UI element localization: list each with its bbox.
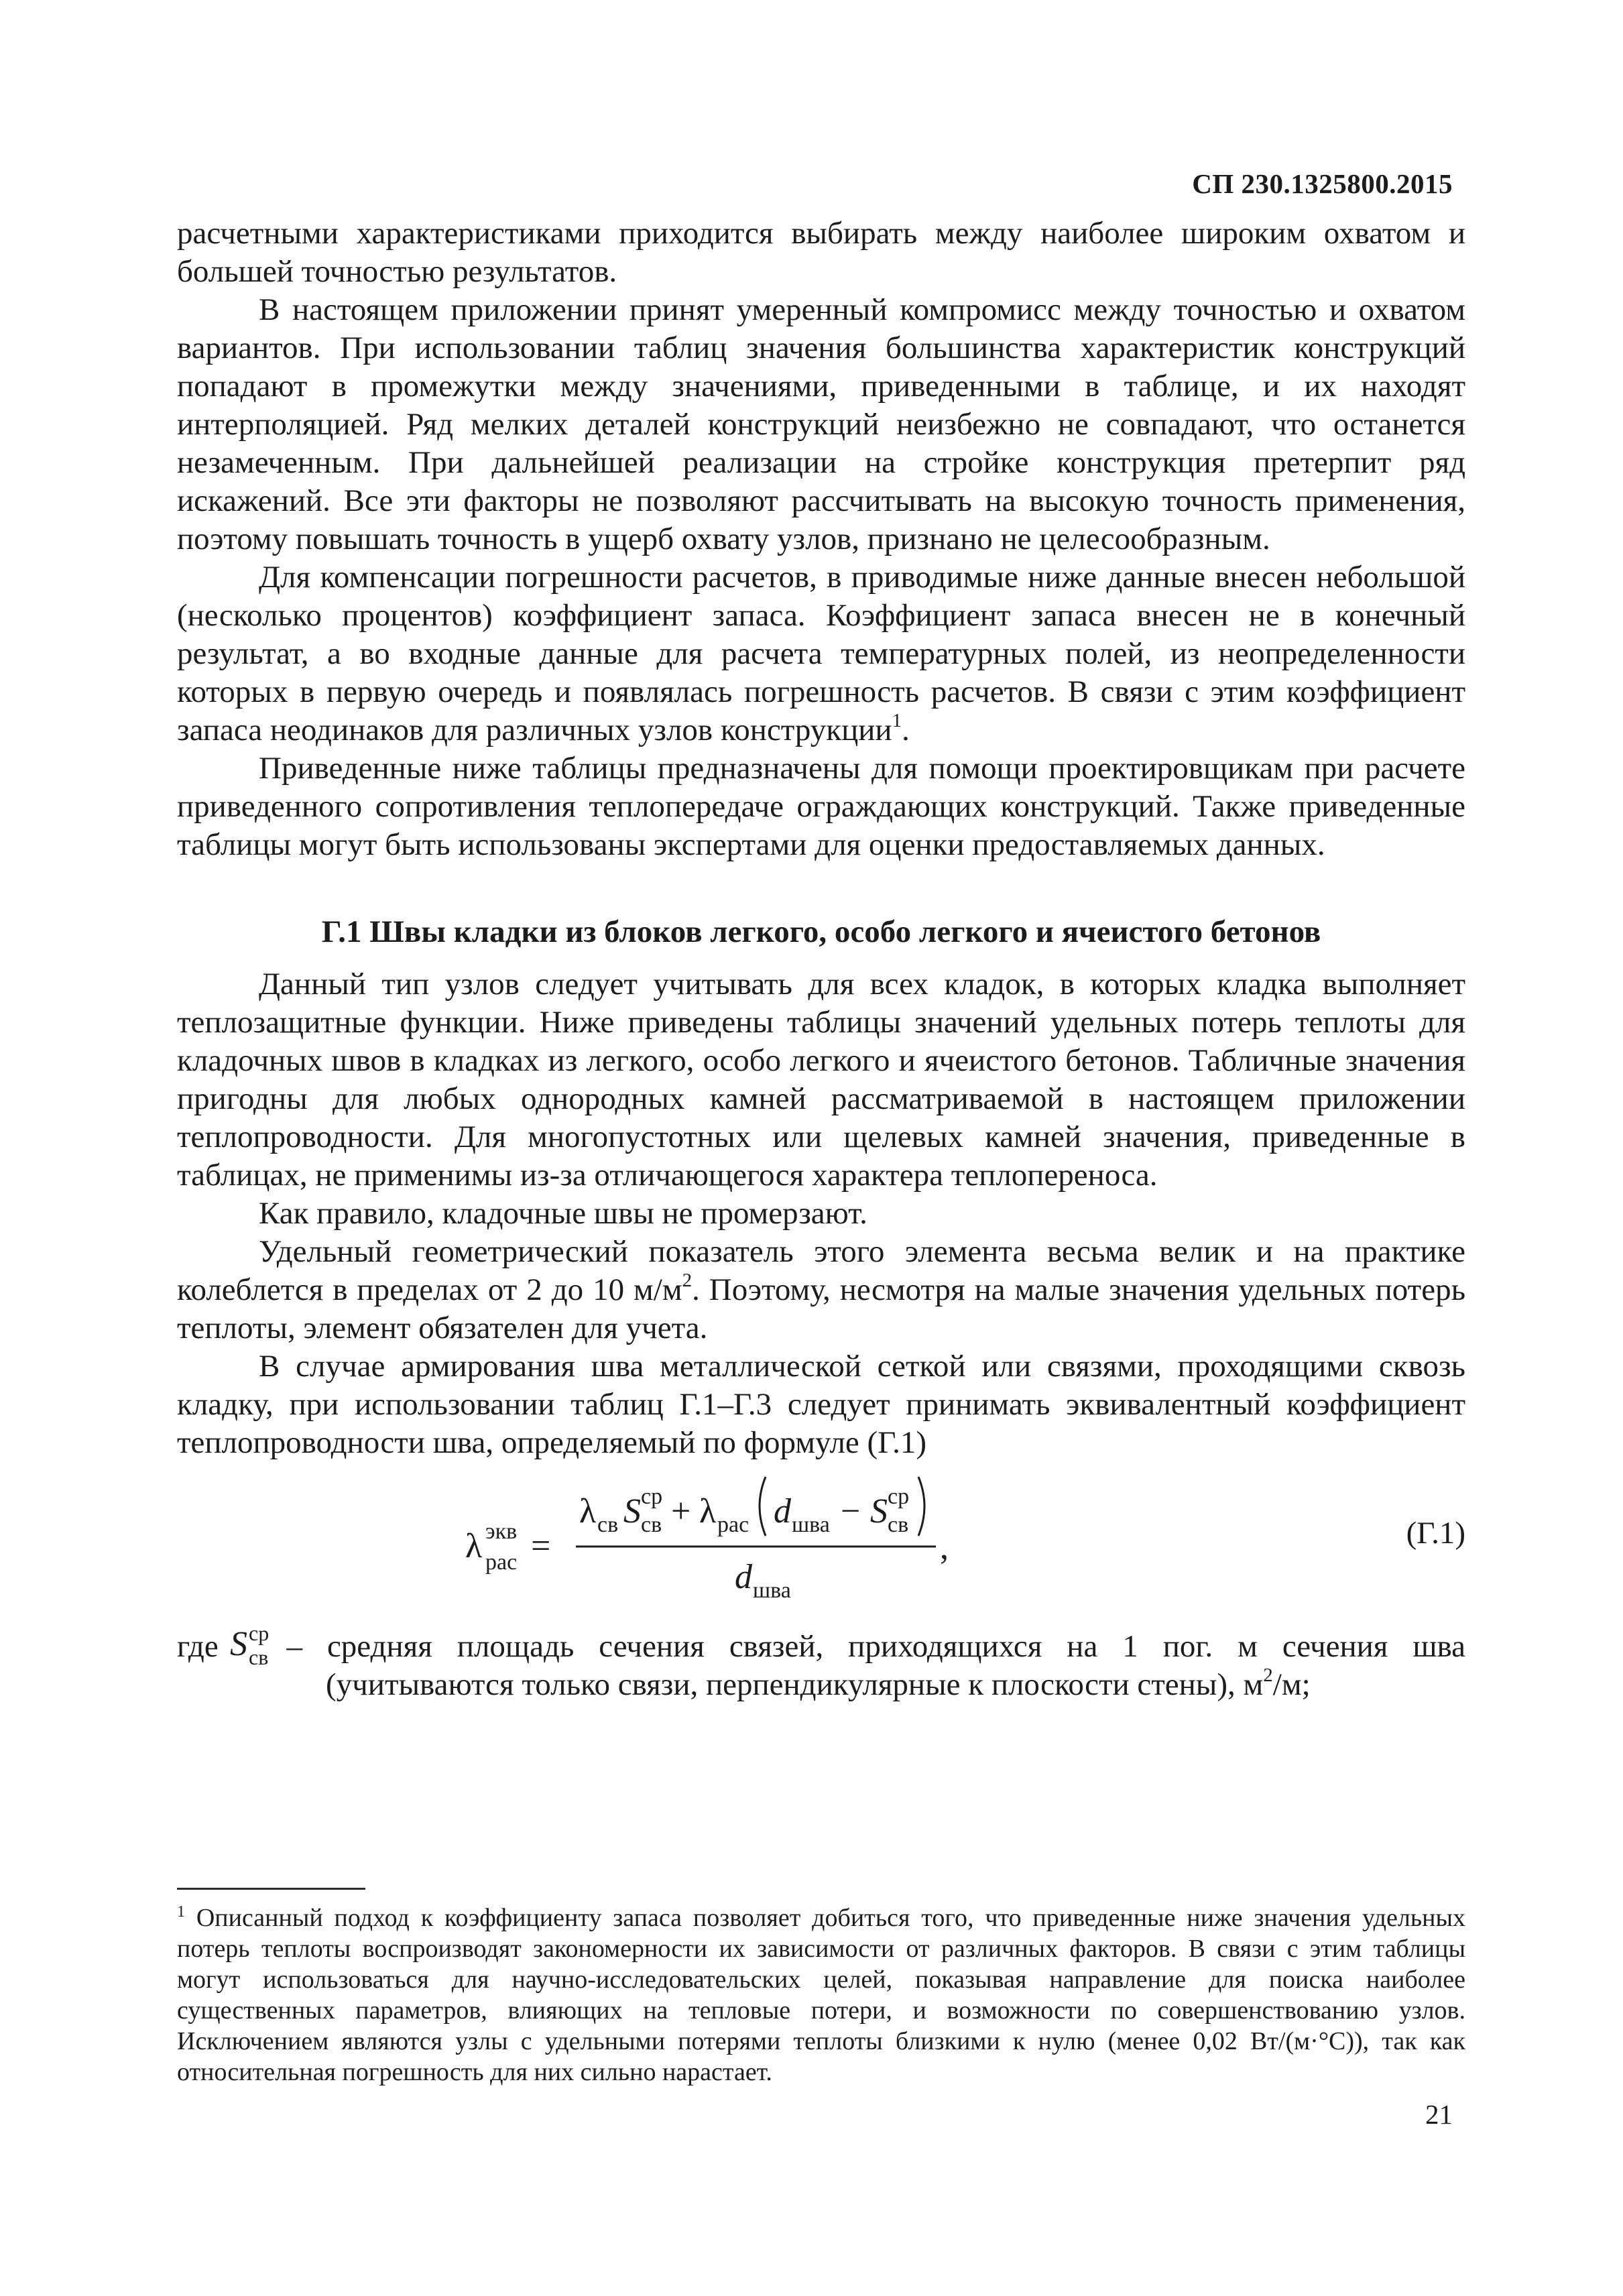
s-symbol: S bbox=[623, 1492, 641, 1530]
where-word: где bbox=[177, 1629, 219, 1664]
document-code-header: СП 230.1325800.2015 bbox=[1192, 168, 1453, 199]
subscript-sv: св bbox=[641, 1512, 662, 1537]
where-definition-unit: /м; bbox=[1272, 1667, 1311, 1702]
formula-comma: , bbox=[940, 1528, 949, 1567]
period: . bbox=[902, 713, 910, 747]
formula-number: (Г.1) bbox=[1406, 1516, 1465, 1551]
superscript: 2 bbox=[1263, 1665, 1273, 1686]
subscript-ras: рас bbox=[717, 1512, 749, 1537]
paragraph-geometric-index bbox=[177, 1233, 1465, 1347]
right-paren bbox=[918, 1477, 924, 1536]
footnote-marker: 1 bbox=[177, 1903, 185, 1921]
subscript-shva: шва bbox=[753, 1578, 791, 1603]
paragraph-safety-factor-text: Для компенсации погрешности расчетов, в приводимые ниже данные внесен небольшой (несколько процентов) коэффициент запаса. Коэффициент запаса внесен не в конечный результат, а во входные данные для расчета температурных полей, из неопределенности которых в первую очередь и появлялась погрешность расчетов. В связи с этим коэффициент запаса неодинаков для различных узлов конструкции bbox=[177, 560, 1465, 747]
formula-g1 bbox=[177, 1471, 1465, 1612]
subscript-sv: св bbox=[597, 1512, 619, 1537]
lambda-symbol: λ bbox=[579, 1492, 597, 1530]
equals-sign: = bbox=[531, 1527, 551, 1565]
left-paren bbox=[760, 1477, 766, 1536]
page-number: 21 bbox=[1425, 2099, 1453, 2130]
formula-expression bbox=[465, 1471, 1136, 1612]
minus-sign: − bbox=[841, 1492, 861, 1530]
where-lead bbox=[177, 1626, 280, 1666]
footnote-separator bbox=[177, 1888, 365, 1890]
section-heading: Г.1 Швы кладки из блоков легкого, особо легкого и ячеистого бетонов bbox=[321, 914, 1321, 949]
main-text bbox=[177, 215, 1465, 1704]
paragraph-node-type: Данный тип узлов следует учитывать для всех кладок, в которых кладка выполняет теплозащитные функции. Ниже приведены таблицы значений удельных потерь теплоты для кладочных швов в кладках из легкого, особо легкого и ячеистого бетонов. Табличные значения пригодны для любых однородных камней рассматриваемой в настоящем приложении теплопроводности. Для многопустотных или щелевых камней значения, приведенные в таблицах, не применимы из-за отличающегося характера теплопереноса. bbox=[177, 967, 1465, 1193]
where-definition: – средняя площадь сечения связей, приходящихся на 1 пог. м сечения шва bbox=[286, 1629, 1465, 1664]
paragraph-reinforcement: В случае армирования шва металлической сеткой или связями, проходящими сквозь кладку, при использовании таблиц Г.1–Г.3 следует принимать эквивалентный коэффициент теплопроводности шва, определяемый по формуле (Г.1) bbox=[177, 1349, 1465, 1460]
superscript-ekv: экв bbox=[485, 1519, 518, 1544]
where-row-1 bbox=[177, 1626, 1465, 1666]
paragraph-no-freezing: Как правило, кладочные швы не промерзают. bbox=[259, 1196, 867, 1231]
d-symbol: d bbox=[735, 1558, 752, 1596]
subscript-shva: шва bbox=[792, 1512, 830, 1537]
lambda-symbol: λ bbox=[465, 1527, 483, 1565]
superscript-sr: ср bbox=[249, 1626, 269, 1645]
lambda-symbol: λ bbox=[699, 1492, 717, 1530]
paragraph-continuation: расчетными характеристиками приходится выбирать между наиболее широким охватом и большей точностью результатов. bbox=[177, 216, 1465, 289]
superscript-sr: ср bbox=[641, 1484, 663, 1509]
where-row-2 bbox=[177, 1666, 1465, 1704]
plus-sign: + bbox=[671, 1492, 691, 1530]
s-symbol: S bbox=[870, 1492, 888, 1530]
where-definition-cont: (учитываются только связи, перпендикулярные к плоскости стены), м bbox=[326, 1667, 1264, 1702]
paragraph-geometric-index-text: Удельный геометрический показатель этого элемента весьма велик и на практике колеблется в пределах от 2 до 10 м/м bbox=[177, 1234, 1465, 1307]
where-clause bbox=[177, 1626, 1465, 1704]
subscript-sv: св bbox=[888, 1512, 909, 1537]
s-symbol: S bbox=[230, 1626, 248, 1663]
superscript-sr: ср bbox=[888, 1484, 910, 1509]
subscript-ras: рас bbox=[485, 1550, 518, 1575]
paragraph-tables-purpose: Приведенные ниже таблицы предназначены для помощи проектировщикам при расчете приведенного сопротивления теплопередаче ограждающих конструкций. Также приведенные таблицы могут быть использованы экспертами для оценки предоставляемых данных. bbox=[177, 751, 1465, 862]
paragraph-safety-factor bbox=[177, 558, 1465, 749]
footnote bbox=[177, 1902, 1465, 2088]
paragraph-geometric-index-tail: . Поэтому, несмотря на малые значения удельных потерь теплоты, элемент обязателен для учета. bbox=[177, 1272, 1466, 1345]
footnote-reference[interactable]: 1 bbox=[892, 710, 902, 731]
d-symbol: d bbox=[774, 1492, 791, 1530]
footnote-text: Описанный подход к коэффициенту запаса позволяет добиться того, что приведенные ниже значения удельных потерь теплоты воспроизводят закономерности их зависимости от различных факторов. В связи с этим таблицы могут использоваться для научно-исследовательских целей, показывая направление для поиска наиболее существенных параметров, влияющих на тепловые потери, и возможности по совершенствованию узлов. Исключением являются узлы с удельными потерями теплоты близкими к нулю (менее 0,02 Вт/(м·°С)), так как относительная погрешность для них сильно нарастает. bbox=[177, 1904, 1466, 2086]
paragraph-compromise: В настоящем приложении принят умеренный компромисс между точностью и охватом вариантов. При использовании таблиц значения большинства характеристик конструкций попадают в промежутки между значениями, приведенными в таблице, и их находят интерполяцией. Ряд мелких деталей конструкций неизбежно не совпадают, что останется незамеченным. При дальнейшей реализации на стройке конструкция претерпит ряд искажений. Все эти факторы не позволяют рассчитывать на высокую точность применения, поэтому повышать точность в ущерб охвату узлов, признано не целесообразным. bbox=[177, 292, 1465, 556]
subscript-sv: св bbox=[249, 1645, 269, 1666]
superscript: 2 bbox=[682, 1270, 693, 1291]
where-symbol bbox=[226, 1626, 280, 1666]
